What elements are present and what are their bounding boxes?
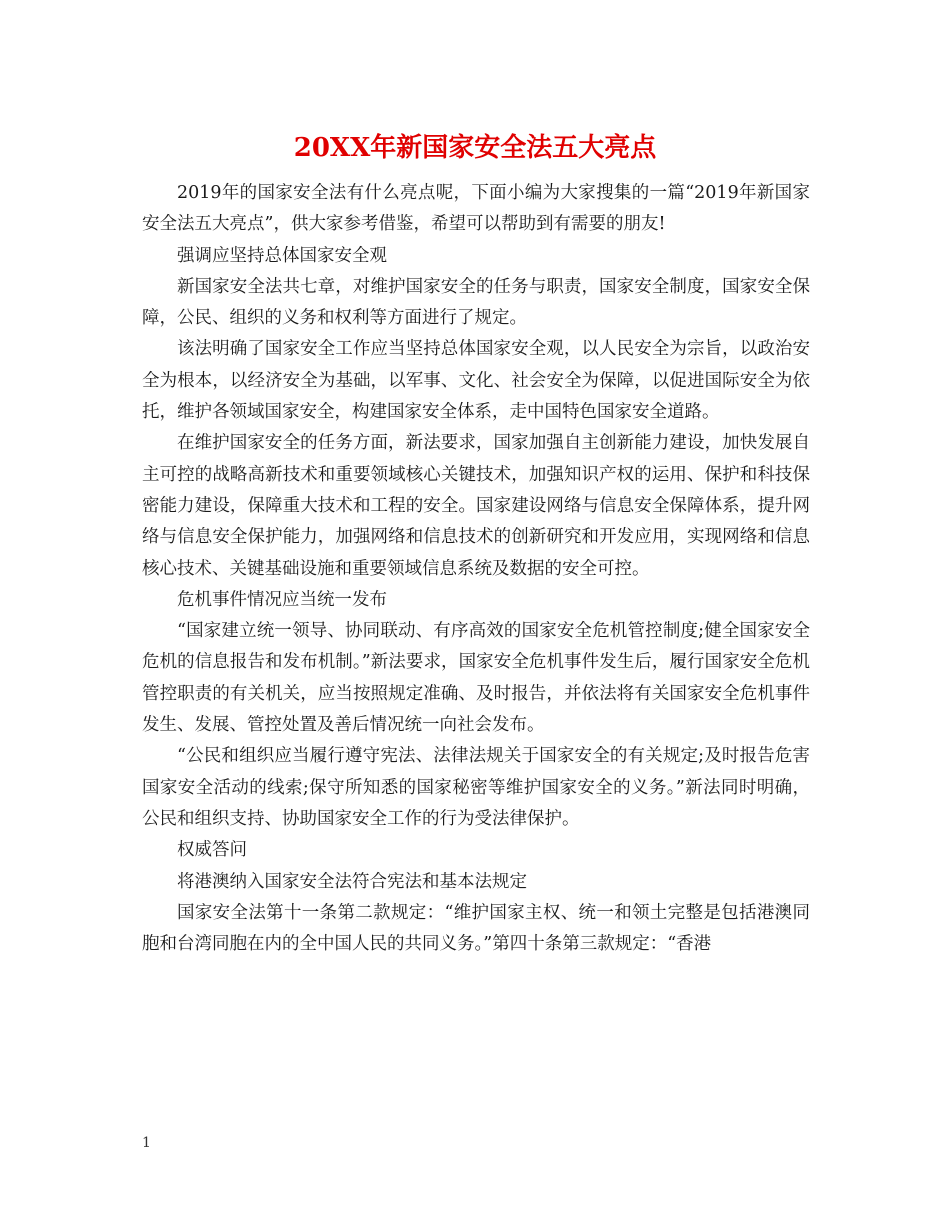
paragraph: 在维护国家安全的任务方面，新法要求，国家加强自主创新能力建设，加快发展自主可控的战略高新技术和重要领域核心关键技术，加强知识产权的运用、保护和科技保密能力建设，保障重大技术和工程的安全。国家建设网络与信息安全保障体系，提升网络与信息安全保护能力，加强网络和信息技术的创新研究和开发应用，实现网络和信息核心技术、关键基础设施和重要领域信息系统及数据的安全可控。 [142,433,810,579]
section-heading-hk-macao: 将港澳纳入国家安全法符合宪法和基本法规定 [177,871,527,892]
paragraph: “国家建立统一领导、协同联动、有序高效的国家安全危机管控制度;健全国家安全危机的信息报告和发布机制。”新法要求，国家安全危机事件发生后，履行国家安全危机管控职责的有关机关，应当按照规定准确、及时报告，并依法将有关国家安全危机事件发生、发展、管控处置及善后情况统一向社会发布。 [142,621,810,736]
paragraph: 国家安全法第十一条第二款规定：“维护国家主权、统一和领土完整是包括港澳同胞和台湾同胞在内的全中国人民的共同义务。”第四十条第三款规定：“香港 [142,902,810,955]
section-heading-overall-security-view: 强调应坚持总体国家安全观 [177,245,387,266]
paragraph: 该法明确了国家安全工作应当坚持总体国家安全观，以人民安全为宗旨，以政治安全为根本，以经济安全为基础，以军事、文化、社会安全为保障，以促进国际安全为依托，维护各领域国家安全，构建国家安全体系，走中国特色国家安全道路。 [142,339,810,423]
paragraph: 新国家安全法共七章，对维护国家安全的任务与职责，国家安全制度，国家安全保障，公民、组织的义务和权利等方面进行了规定。 [142,276,810,329]
page-number: 1 [142,1135,151,1151]
section-heading-authoritative-qa: 权威答问 [177,840,247,861]
paragraph-intro: 2019年的国家安全法有什么亮点呢，下面小编为大家搜集的一篇“2019年新国家安全法五大亮点”，供大家参考借鉴，希望可以帮助到有需要的朋友! [142,183,810,235]
document-title: 20XX年新国家安全法五大亮点 [293,133,657,163]
document-body [142,178,810,960]
section-heading-crisis-release: 危机事件情况应当统一发布 [177,589,387,610]
paragraph: “公民和组织应当履行遵守宪法、法律法规关于国家安全的有关规定;及时报告危害国家安全活动的线索;保守所知悉的国家秘密等维护国家安全的义务。”新法同时明确，公民和组织支持、协助国家安全工作的行为受法律保护。 [142,746,810,829]
